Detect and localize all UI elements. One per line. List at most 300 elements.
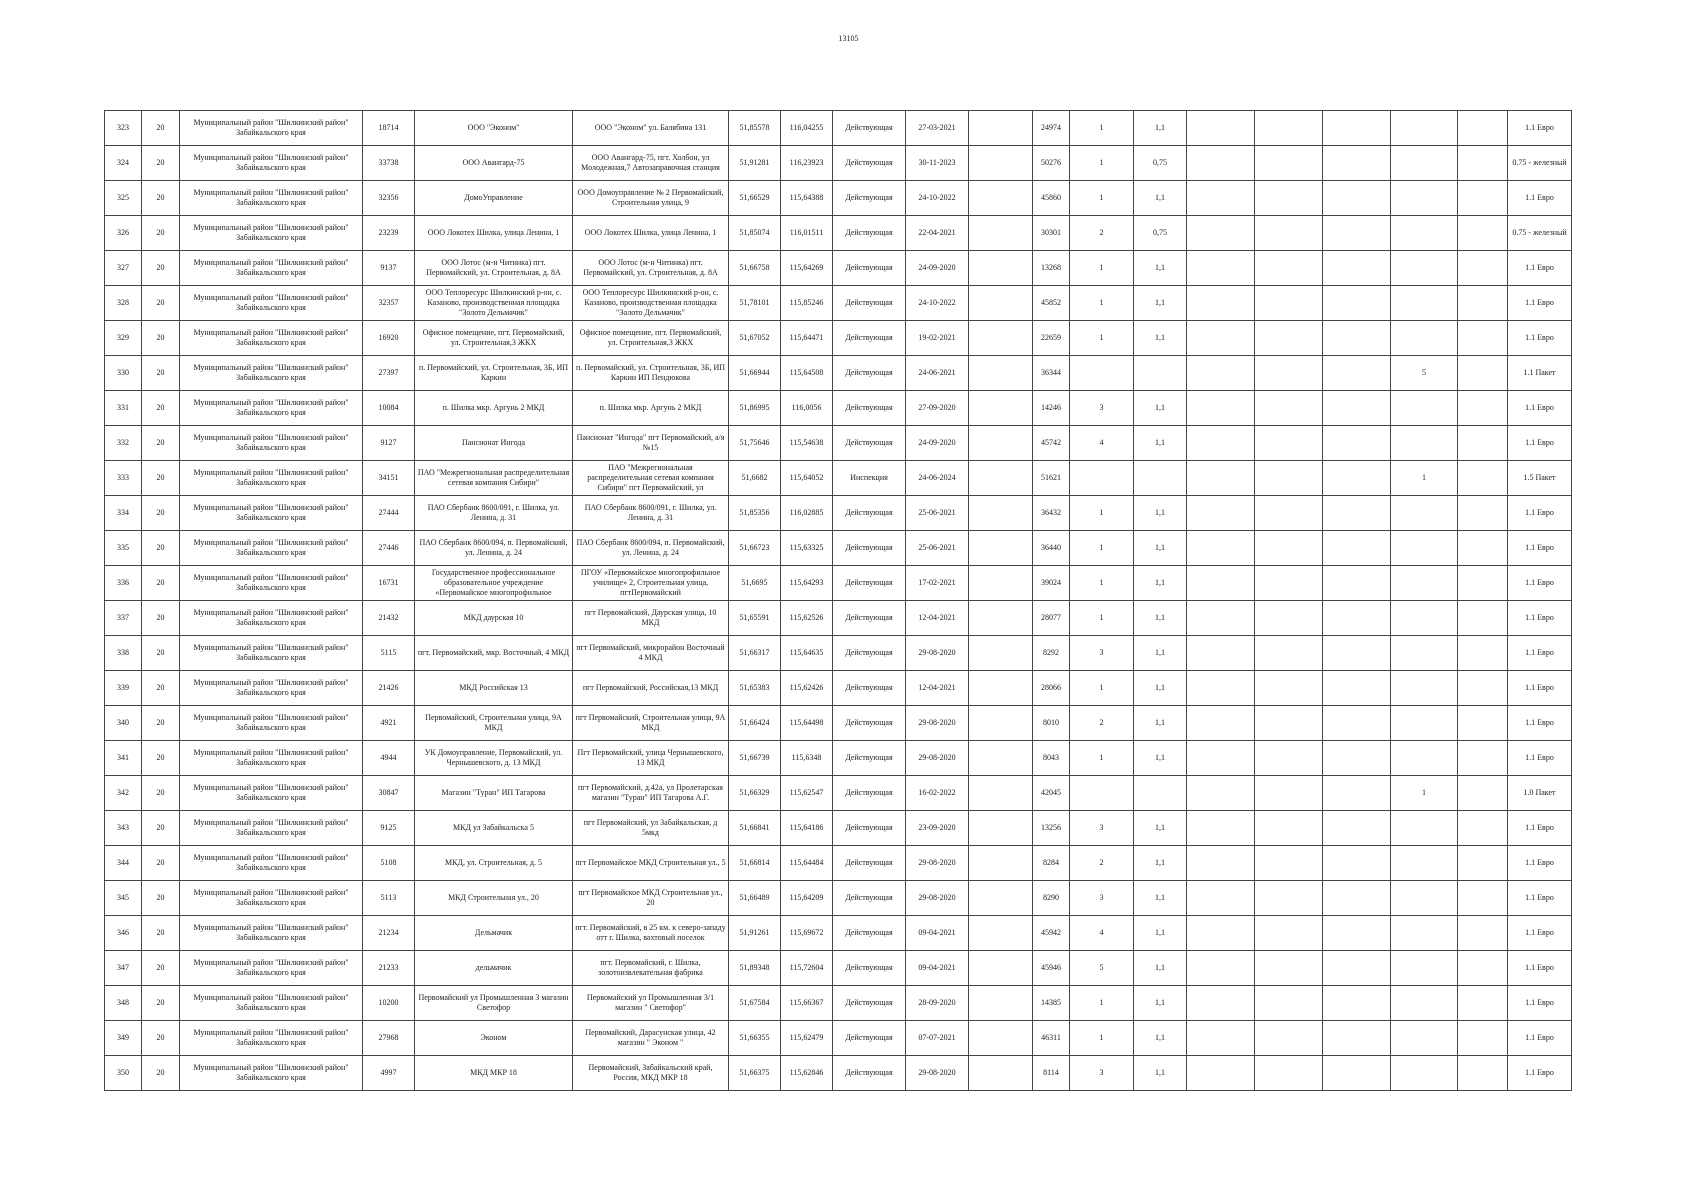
cell-registry-id: 46311 [1033,1021,1070,1056]
cell-status: Действующая [833,706,906,741]
cell-container-type: 1.1 Евро [1508,321,1572,356]
cell-object-address: ООО Лотос (м-н Читинка) пгт. Первомайский, ул. Строительная, д. 8А [573,251,729,286]
cell-latitude: 51,66317 [729,636,781,671]
cell-container-count: 1 [1070,251,1134,286]
cell-object-id: 27446 [363,531,415,566]
cell-col-17 [1323,706,1391,741]
cell-date: 29-08-2020 [906,846,969,881]
cell-longitude: 116,0056 [781,391,833,426]
cell-container-type: 1.1 Пакет [1508,356,1572,391]
table-row [105,426,1572,461]
cell-region-code: 20 [142,461,180,496]
cell-object-name: ДомоУправление [415,181,573,216]
cell-col-15 [1187,706,1255,741]
cell-longitude: 115,54638 [781,426,833,461]
cell-container-type: 0.75 - железный [1508,216,1572,251]
cell-longitude: 115,64498 [781,706,833,741]
cell-col-17 [1323,776,1391,811]
cell-container-type: 1.1 Евро [1508,951,1572,986]
cell-latitude: 51,66758 [729,251,781,286]
cell-col-16 [1255,951,1323,986]
cell-registry-id: 45942 [1033,916,1070,951]
cell-latitude: 51,66739 [729,741,781,776]
cell-municipality: Муниципальный район "Шилкинский район" Забайкальского края [180,111,363,146]
cell-longitude: 116,01511 [781,216,833,251]
cell-empty-col [969,146,1033,181]
cell-registry-id: 45742 [1033,426,1070,461]
cell-row-number: 331 [105,391,142,426]
cell-col-19 [1458,811,1508,846]
cell-date: 22-04-2021 [906,216,969,251]
cell-municipality: Муниципальный район "Шилкинский район" Забайкальского края [180,496,363,531]
cell-object-address: ООО Домоуправление № 2 Первомайский, Строительная улица, 9 [573,181,729,216]
cell-region-code: 20 [142,776,180,811]
cell-longitude: 115,66367 [781,986,833,1021]
cell-registry-id: 13256 [1033,811,1070,846]
cell-col-16 [1255,601,1323,636]
cell-col-19 [1458,531,1508,566]
cell-col-16 [1255,146,1323,181]
cell-bag-count [1391,181,1458,216]
cell-municipality: Муниципальный район "Шилкинский район" Забайкальского края [180,671,363,706]
cell-object-name: Офисное помещение, пгт. Первомайский, ул. Строительная,3 ЖКХ [415,321,573,356]
cell-date: 24-09-2020 [906,426,969,461]
cell-latitude: 51,86995 [729,391,781,426]
cell-empty-col [969,111,1033,146]
cell-bag-count [1391,951,1458,986]
cell-region-code: 20 [142,251,180,286]
cell-col-15 [1187,321,1255,356]
cell-date: 12-04-2021 [906,671,969,706]
cell-bag-count [1391,986,1458,1021]
cell-col-15 [1187,356,1255,391]
cell-empty-col [969,776,1033,811]
cell-col-15 [1187,1021,1255,1056]
cell-col-19 [1458,251,1508,286]
cell-object-address: пгт Первомайский, микрорайон Восточный 4 МКД [573,636,729,671]
cell-container-type: 1.1 Евро [1508,601,1572,636]
cell-col-17 [1323,811,1391,846]
cell-container-count: 4 [1070,426,1134,461]
cell-container-count: 1 [1070,531,1134,566]
table-row [105,531,1572,566]
cell-col-17 [1323,216,1391,251]
cell-container-volume: 1,1 [1134,321,1187,356]
table-row [105,986,1572,1021]
cell-object-address: Офисное помещение, пгт. Первомайский, ул. Строительная,3 ЖКХ [573,321,729,356]
cell-empty-col [969,216,1033,251]
cell-date: 24-10-2022 [906,286,969,321]
cell-longitude: 115,64209 [781,881,833,916]
cell-empty-col [969,916,1033,951]
cell-col-15 [1187,846,1255,881]
cell-col-19 [1458,986,1508,1021]
cell-col-15 [1187,601,1255,636]
cell-bag-count [1391,1021,1458,1056]
cell-container-count [1070,776,1134,811]
cell-status: Действующая [833,356,906,391]
cell-date: 24-09-2020 [906,251,969,286]
cell-municipality: Муниципальный район "Шилкинский район" Забайкальского края [180,881,363,916]
cell-container-count: 1 [1070,496,1134,531]
cell-bag-count [1391,216,1458,251]
cell-col-19 [1458,391,1508,426]
cell-container-count: 1 [1070,321,1134,356]
cell-object-address: пгт. Первомайский, в 25 км. к северо-западу отт г. Шилка, вахтовый поселок [573,916,729,951]
cell-row-number: 326 [105,216,142,251]
cell-object-address: пгт Первомайский, Даурская улица, 10 МКД [573,601,729,636]
cell-col-17 [1323,181,1391,216]
cell-empty-col [969,671,1033,706]
cell-container-volume: 1,1 [1134,181,1187,216]
cell-container-type: 1.1 Евро [1508,846,1572,881]
cell-status: Действующая [833,846,906,881]
cell-longitude: 115,62846 [781,1056,833,1091]
cell-container-count: 4 [1070,916,1134,951]
cell-container-volume: 1,1 [1134,426,1187,461]
cell-registry-id: 36440 [1033,531,1070,566]
cell-latitude: 51,78101 [729,286,781,321]
cell-latitude: 51,65383 [729,671,781,706]
cell-region-code: 20 [142,706,180,741]
cell-object-name: МКД МКР 18 [415,1056,573,1091]
cell-object-address: ПАО Сбербанк 8600/091, г. Шилка, ул. Ленина, д. 31 [573,496,729,531]
cell-container-count: 5 [1070,951,1134,986]
cell-container-count [1070,461,1134,496]
cell-registry-id: 22659 [1033,321,1070,356]
cell-col-17 [1323,1021,1391,1056]
cell-col-15 [1187,881,1255,916]
cell-container-volume: 0,75 [1134,216,1187,251]
cell-object-address: ПАО Сбербанк 8600/094, п. Первомайский, ул. Ленина, д. 24 [573,531,729,566]
cell-registry-id: 8043 [1033,741,1070,776]
cell-object-name: п. Первомайский, ул. Строительная, 3Б, ИП Каркин [415,356,573,391]
cell-empty-col [969,356,1033,391]
cell-bag-count [1391,741,1458,776]
cell-longitude: 115,64269 [781,251,833,286]
table-row [105,951,1572,986]
cell-row-number: 335 [105,531,142,566]
cell-col-17 [1323,1056,1391,1091]
cell-object-id: 27968 [363,1021,415,1056]
cell-container-count: 1 [1070,601,1134,636]
cell-container-type: 1.1 Евро [1508,496,1572,531]
cell-container-volume: 1,1 [1134,496,1187,531]
cell-bag-count [1391,846,1458,881]
cell-object-address: пгт Первомайское МКД Строительная ул., 20 [573,881,729,916]
page-number: 13105 [838,34,859,43]
cell-municipality: Муниципальный район "Шилкинский район" Забайкальского края [180,811,363,846]
cell-municipality: Муниципальный район "Шилкинский район" Забайкальского края [180,846,363,881]
cell-object-id: 21234 [363,916,415,951]
cell-col-19 [1458,881,1508,916]
cell-container-count: 1 [1070,566,1134,601]
cell-col-17 [1323,741,1391,776]
cell-object-address: п. Первомайский, ул. Строительная, 3Б, ИП Каркин ИП Пендюкова [573,356,729,391]
cell-col-15 [1187,496,1255,531]
cell-municipality: Муниципальный район "Шилкинский район" Забайкальского края [180,566,363,601]
cell-col-19 [1458,1056,1508,1091]
cell-municipality: Муниципальный район "Шилкинский район" Забайкальского края [180,776,363,811]
cell-col-15 [1187,811,1255,846]
cell-status: Действующая [833,986,906,1021]
cell-container-type: 1.1 Евро [1508,181,1572,216]
cell-col-17 [1323,321,1391,356]
cell-bag-count [1391,251,1458,286]
cell-municipality: Муниципальный район "Шилкинский район" Забайкальского края [180,461,363,496]
cell-container-volume: 1,1 [1134,601,1187,636]
cell-object-name: Государственное профессиональное образовательное учреждение «Первомайское многопрофильное [415,566,573,601]
table-row [105,881,1572,916]
cell-status: Действующая [833,1021,906,1056]
cell-container-volume: 1,1 [1134,916,1187,951]
cell-status: Действующая [833,566,906,601]
cell-col-17 [1323,951,1391,986]
cell-region-code: 20 [142,356,180,391]
cell-longitude: 115,62426 [781,671,833,706]
cell-object-id: 30847 [363,776,415,811]
cell-object-id: 4944 [363,741,415,776]
cell-row-number: 348 [105,986,142,1021]
cell-container-volume: 1,1 [1134,951,1187,986]
table-row [105,216,1572,251]
cell-registry-id: 42045 [1033,776,1070,811]
cell-col-17 [1323,566,1391,601]
cell-col-16 [1255,426,1323,461]
cell-registry-id: 14246 [1033,391,1070,426]
cell-col-17 [1323,251,1391,286]
cell-date: 28-09-2020 [906,986,969,1021]
cell-col-17 [1323,146,1391,181]
cell-object-id: 34151 [363,461,415,496]
cell-col-15 [1187,426,1255,461]
cell-object-name: пгт. Первомайский, мкр. Восточный, 4 МКД [415,636,573,671]
cell-col-16 [1255,286,1323,321]
cell-col-16 [1255,881,1323,916]
cell-container-count: 1 [1070,741,1134,776]
cell-municipality: Муниципальный район "Шилкинский район" Забайкальского края [180,251,363,286]
cell-latitude: 51,89348 [729,951,781,986]
cell-container-type: 1.1 Евро [1508,671,1572,706]
cell-row-number: 341 [105,741,142,776]
cell-col-17 [1323,531,1391,566]
cell-latitude: 51,91261 [729,916,781,951]
cell-object-id: 5113 [363,881,415,916]
cell-date: 29-08-2020 [906,706,969,741]
cell-latitude: 51,85578 [729,111,781,146]
cell-empty-col [969,531,1033,566]
table-row [105,251,1572,286]
cell-municipality: Муниципальный район "Шилкинский район" Забайкальского края [180,1021,363,1056]
cell-empty-col [969,1021,1033,1056]
cell-municipality: Муниципальный район "Шилкинский район" Забайкальского края [180,321,363,356]
cell-bag-count [1391,671,1458,706]
cell-col-16 [1255,916,1323,951]
cell-col-19 [1458,496,1508,531]
cell-object-id: 18714 [363,111,415,146]
cell-container-count: 1 [1070,111,1134,146]
cell-status: Действующая [833,426,906,461]
cell-container-type: 1.1 Евро [1508,391,1572,426]
cell-latitude: 51,66375 [729,1056,781,1091]
cell-bag-count [1391,496,1458,531]
cell-region-code: 20 [142,916,180,951]
cell-object-name: Магазин "Туран" ИП Тагарова [415,776,573,811]
cell-longitude: 115,64508 [781,356,833,391]
cell-container-volume: 1,1 [1134,286,1187,321]
cell-bag-count [1391,636,1458,671]
cell-status: Действующая [833,216,906,251]
cell-container-type: 1.1 Евро [1508,286,1572,321]
cell-container-volume: 1,1 [1134,741,1187,776]
cell-col-17 [1323,391,1391,426]
cell-longitude: 115,64052 [781,461,833,496]
cell-col-15 [1187,111,1255,146]
cell-region-code: 20 [142,951,180,986]
cell-container-type: 1.1 Евро [1508,986,1572,1021]
cell-latitude: 51,66489 [729,881,781,916]
cell-status: Действующая [833,181,906,216]
cell-col-15 [1187,636,1255,671]
cell-longitude: 115,6348 [781,741,833,776]
cell-latitude: 51,6682 [729,461,781,496]
cell-container-count: 3 [1070,391,1134,426]
cell-bag-count: 1 [1391,776,1458,811]
cell-region-code: 20 [142,146,180,181]
cell-registry-id: 36344 [1033,356,1070,391]
cell-longitude: 116,23923 [781,146,833,181]
cell-col-16 [1255,636,1323,671]
cell-col-17 [1323,111,1391,146]
cell-container-volume: 1,1 [1134,251,1187,286]
cell-longitude: 115,85246 [781,286,833,321]
cell-col-19 [1458,951,1508,986]
cell-container-volume [1134,356,1187,391]
cell-container-type: 1.1 Евро [1508,811,1572,846]
cell-municipality: Муниципальный район "Шилкинский район" Забайкальского края [180,951,363,986]
cell-longitude: 115,64484 [781,846,833,881]
table-row [105,846,1572,881]
cell-bag-count [1391,426,1458,461]
cell-registry-id: 30301 [1033,216,1070,251]
cell-empty-col [969,811,1033,846]
cell-container-count: 3 [1070,636,1134,671]
cell-object-address: пгт Первомайский, д.42а, ул Пролетарская магазин "Туран" ИП Тагарова А.Г. [573,776,729,811]
cell-empty-col [969,461,1033,496]
cell-bag-count [1391,706,1458,741]
cell-col-16 [1255,216,1323,251]
cell-container-count: 2 [1070,846,1134,881]
cell-status: Действующая [833,951,906,986]
cell-container-count [1070,356,1134,391]
cell-region-code: 20 [142,181,180,216]
cell-object-id: 21432 [363,601,415,636]
cell-container-volume [1134,776,1187,811]
cell-empty-col [969,286,1033,321]
cell-col-19 [1458,181,1508,216]
cell-col-15 [1187,391,1255,426]
cell-col-17 [1323,881,1391,916]
cell-region-code: 20 [142,111,180,146]
cell-municipality: Муниципальный район "Шилкинский район" Забайкальского края [180,391,363,426]
cell-registry-id: 24974 [1033,111,1070,146]
cell-latitude: 51,6695 [729,566,781,601]
cell-object-name: ООО Авангард-75 [415,146,573,181]
cell-status: Действующая [833,881,906,916]
cell-object-id: 16920 [363,321,415,356]
table-row [105,181,1572,216]
cell-object-name: МКД, ул. Строительная, д. 5 [415,846,573,881]
cell-container-type: 1.1 Евро [1508,251,1572,286]
cell-municipality: Муниципальный район "Шилкинский район" Забайкальского края [180,986,363,1021]
cell-col-19 [1458,776,1508,811]
cell-col-19 [1458,741,1508,776]
cell-bag-count [1391,811,1458,846]
cell-col-16 [1255,566,1323,601]
cell-latitude: 51,66944 [729,356,781,391]
cell-container-volume: 1,1 [1134,1056,1187,1091]
cell-bag-count [1391,566,1458,601]
cell-col-19 [1458,146,1508,181]
cell-registry-id: 51621 [1033,461,1070,496]
cell-status: Действующая [833,391,906,426]
table-row [105,741,1572,776]
cell-container-volume: 1,1 [1134,846,1187,881]
cell-col-15 [1187,566,1255,601]
cell-region-code: 20 [142,286,180,321]
cell-status: Действующая [833,286,906,321]
cell-latitude: 51,66841 [729,811,781,846]
cell-registry-id: 45946 [1033,951,1070,986]
cell-col-16 [1255,986,1323,1021]
cell-municipality: Муниципальный район "Шилкинский район" Забайкальского края [180,741,363,776]
cell-row-number: 346 [105,916,142,951]
cell-municipality: Муниципальный район "Шилкинский район" Забайкальского края [180,356,363,391]
cell-row-number: 345 [105,881,142,916]
cell-region-code: 20 [142,636,180,671]
cell-municipality: Муниципальный район "Шилкинский район" Забайкальского края [180,181,363,216]
cell-col-15 [1187,251,1255,286]
cell-row-number: 334 [105,496,142,531]
cell-empty-col [969,601,1033,636]
cell-date: 16-02-2022 [906,776,969,811]
cell-municipality: Муниципальный район "Шилкинский район" Забайкальского края [180,426,363,461]
cell-object-address: пгт. Первомайский, г. Шилка, золотоизвлекательная фабрика [573,951,729,986]
cell-bag-count: 1 [1391,461,1458,496]
cell-container-count: 3 [1070,811,1134,846]
cell-empty-col [969,391,1033,426]
table-row [105,566,1572,601]
cell-longitude: 115,64293 [781,566,833,601]
cell-date: 19-02-2021 [906,321,969,356]
cell-registry-id: 8290 [1033,881,1070,916]
cell-date: 25-06-2021 [906,496,969,531]
table-row [105,811,1572,846]
cell-col-15 [1187,146,1255,181]
cell-row-number: 344 [105,846,142,881]
cell-object-name: п. Шилка мкр. Аргунь 2 МКД [415,391,573,426]
cell-col-19 [1458,846,1508,881]
cell-date: 29-08-2020 [906,881,969,916]
cell-region-code: 20 [142,881,180,916]
cell-date: 07-07-2021 [906,1021,969,1056]
cell-object-address: пгт Первомайский, Российская,13 МКД [573,671,729,706]
cell-object-name: ООО Теплоресурс Шилкинский р-он, с. Казаново, производственная площадка "Золото Дельмачик" [415,286,573,321]
cell-col-17 [1323,636,1391,671]
cell-region-code: 20 [142,811,180,846]
cell-col-15 [1187,216,1255,251]
cell-row-number: 333 [105,461,142,496]
